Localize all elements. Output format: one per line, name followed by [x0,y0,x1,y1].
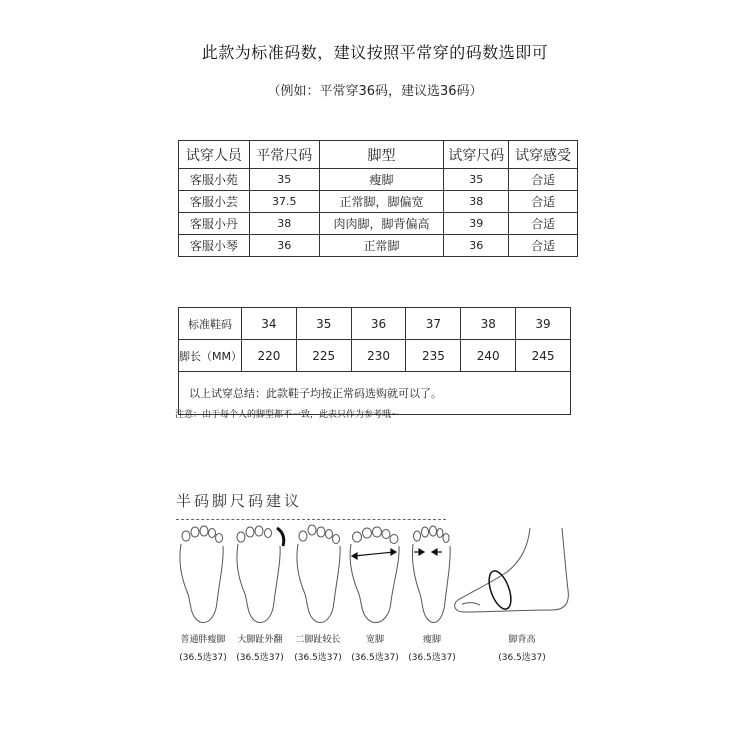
table-cell: 客服小苑 [179,169,250,191]
table-row [179,213,578,235]
table-cell: 合适 [509,213,578,235]
row-header: 脚长（MM） [179,340,242,372]
foot-label: 普通胖瘦脚 [180,635,226,645]
section-title: 半码脚尺码建议 [176,492,303,510]
table-cell: 合适 [509,235,578,257]
table-cell: 瘦脚 [319,169,444,191]
column-header: 试穿尺码 [444,141,509,169]
table-cell: 35 [444,169,509,191]
column-header: 平常尺码 [249,141,319,169]
size-row [179,308,571,340]
table-cell: 36 [249,235,319,257]
table-cell: 客服小琴 [179,235,250,257]
table-cell: 240 [461,340,516,372]
table-cell: 34 [242,308,297,340]
narrow-foot-icon [407,522,457,627]
table-cell: 37 [406,308,461,340]
row-header: 标准鞋码 [179,308,242,340]
table-cell: 38 [249,213,319,235]
column-header: 脚型 [319,141,444,169]
table-cell: 38 [444,191,509,213]
foot-label: 瘦脚 [422,635,441,645]
foot-advice: (36.5选37) [498,653,546,663]
table-header-row [179,141,578,169]
page-subtitle: （例如：平常穿36码，建议选36码） [267,84,483,99]
table-cell: 客服小丹 [179,213,250,235]
table-row [179,191,578,213]
bunion-foot-icon [233,522,288,627]
table-row [179,235,578,257]
disclaimer-note: 注意：由于每个人的脚型都不一致，此表只作为参考哦~ [175,410,399,420]
length-row [179,340,571,372]
page-title: 此款为标准码数，建议按照平常穿的码数选即可 [201,43,549,62]
size-chart-table [178,307,571,415]
foot-label: 大脚趾外翻 [237,635,283,645]
table-cell: 36 [444,235,509,257]
column-header: 试穿人员 [179,141,250,169]
table-cell: 正常脚，脚偏宽 [319,191,444,213]
table-cell: 235 [406,340,461,372]
foot-label: 脚背高 [508,635,536,645]
foot-label: 宽脚 [365,635,384,645]
column-header: 试穿感受 [509,141,578,169]
table-cell: 35 [249,169,319,191]
high-instep-foot-icon [452,526,574,626]
table-cell: 220 [242,340,297,372]
table-cell: 客服小芸 [179,191,250,213]
foot-advice: (36.5选37) [408,653,456,663]
table-cell: 39 [444,213,509,235]
table-cell: 38 [461,308,516,340]
normal-foot-icon [176,522,228,627]
foot-label: 二脚趾较长 [295,635,341,645]
table-cell: 35 [296,308,351,340]
toe-reference-line [176,519,446,520]
table-cell: 合适 [509,191,578,213]
table-cell: 正常脚 [319,235,444,257]
table-cell: 合适 [509,169,578,191]
fit-summary: 以上试穿总结：此款鞋子均按正常码选购就可以了。 [179,372,571,415]
table-cell: 225 [296,340,351,372]
table-cell: 36 [351,308,406,340]
fit-trial-table [178,140,578,257]
table-row [179,169,578,191]
long-second-toe-foot-icon [293,522,345,627]
table-cell: 245 [516,340,571,372]
table-cell: 肉肉脚，脚背偏高 [319,213,444,235]
table-cell: 39 [516,308,571,340]
wide-foot-icon [348,522,403,627]
table-cell: 230 [351,340,406,372]
foot-advice: (36.5选37) [179,653,227,663]
table-cell: 37.5 [249,191,319,213]
foot-advice: (36.5选37) [351,653,399,663]
foot-advice: (36.5选37) [294,653,342,663]
foot-advice: (36.5选37) [236,653,284,663]
